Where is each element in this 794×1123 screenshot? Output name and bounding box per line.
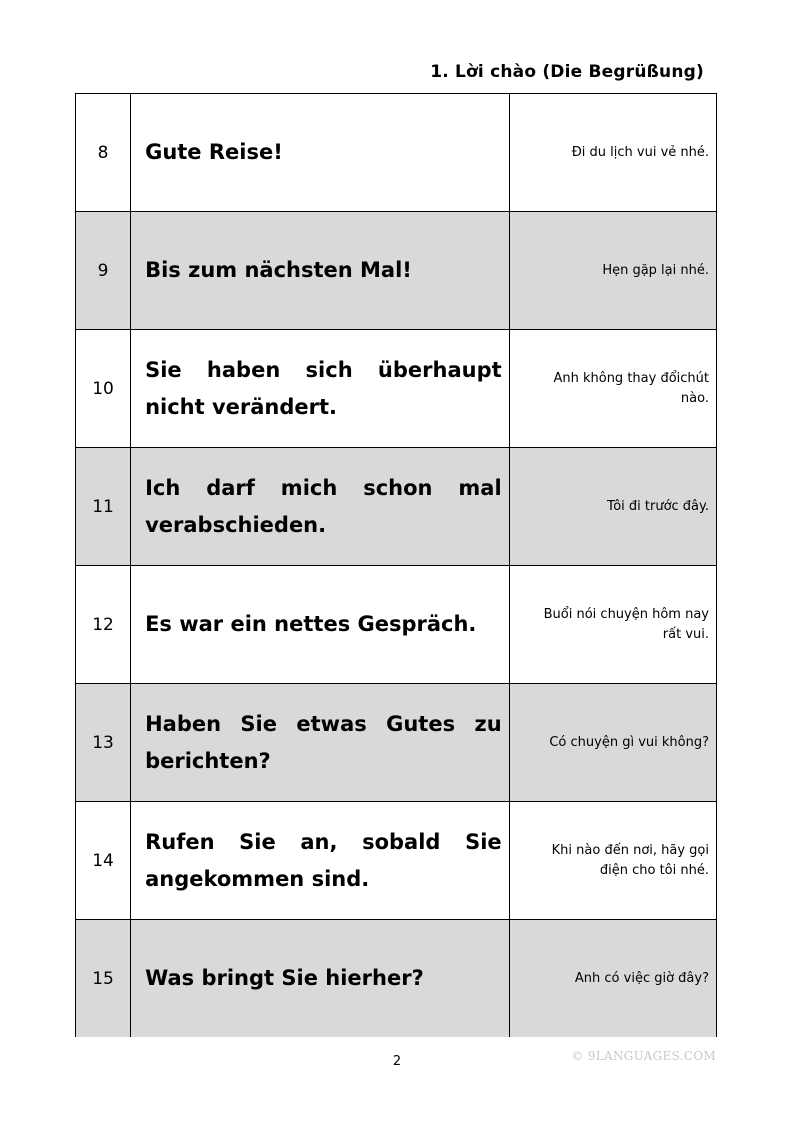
vietnamese-translation: Tôi đi trước đây. <box>509 448 716 566</box>
table-row <box>76 212 717 330</box>
row-number: 8 <box>76 94 131 212</box>
german-phrase: Ich darf mich schon mal verabschieden. <box>131 448 510 566</box>
german-phrase: Es war ein nettes Gespräch. <box>131 566 510 684</box>
row-number: 9 <box>76 212 131 330</box>
german-phrase: Gute Reise! <box>131 94 510 212</box>
table-row <box>76 684 717 802</box>
page-header-title: 1. Lời chào (Die Begrüßung) <box>430 62 704 82</box>
row-number: 10 <box>76 330 131 448</box>
vietnamese-translation: Hẹn gặp lại nhé. <box>509 212 716 330</box>
row-number: 13 <box>76 684 131 802</box>
vietnamese-translation: Có chuyện gì vui không? <box>509 684 716 802</box>
row-number: 14 <box>76 802 131 920</box>
vietnamese-translation: Đi du lịch vui vẻ nhé. <box>509 94 716 212</box>
phrase-table <box>75 93 717 1037</box>
row-number: 15 <box>76 920 131 1038</box>
vietnamese-translation: Buổi nói chuyện hôm nay rất vui. <box>509 566 716 684</box>
vietnamese-translation: Khi nào đến nơi, hãy gọi điện cho tôi nhé. <box>509 802 716 920</box>
table-row <box>76 94 717 212</box>
vietnamese-translation: Anh không thay đổichút nào. <box>509 330 716 448</box>
german-phrase: Was bringt Sie hierher? <box>131 920 510 1038</box>
watermark: © 9LANGUAGES.COM <box>571 1049 716 1063</box>
vietnamese-translation: Anh có việc giờ đây? <box>509 920 716 1038</box>
row-number: 12 <box>76 566 131 684</box>
german-phrase: Sie haben sich überhaupt nicht verändert. <box>131 330 510 448</box>
german-phrase: Rufen Sie an, sobald Sie angekommen sind. <box>131 802 510 920</box>
german-phrase: Bis zum nächsten Mal! <box>131 212 510 330</box>
table-row <box>76 920 717 1038</box>
table-row <box>76 566 717 684</box>
german-phrase: Haben Sie etwas Gutes zu berichten? <box>131 684 510 802</box>
table-row <box>76 330 717 448</box>
table-row <box>76 802 717 920</box>
page-number: 2 <box>392 1054 402 1069</box>
table-row <box>76 448 717 566</box>
row-number: 11 <box>76 448 131 566</box>
